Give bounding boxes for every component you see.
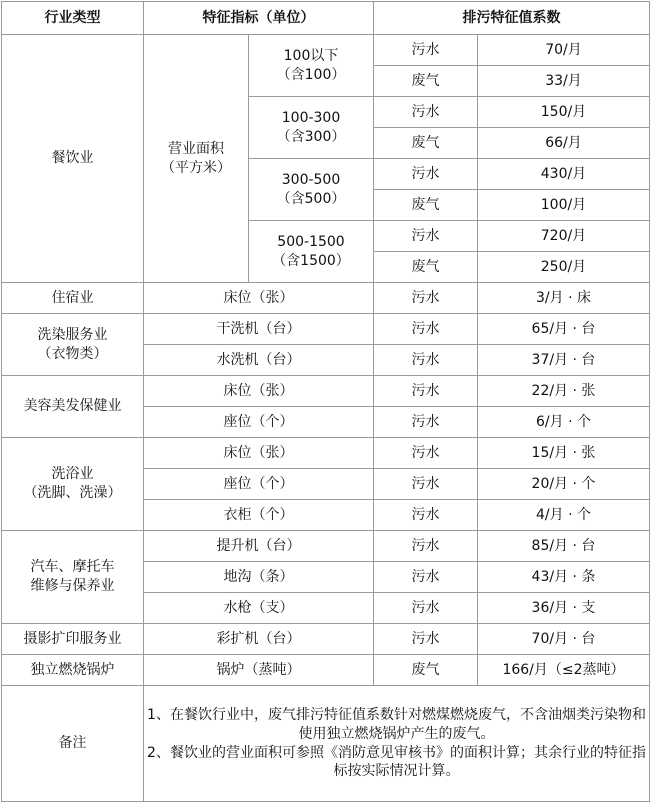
header-industry: 行业类型 <box>2 2 144 35</box>
table-row <box>2 35 650 66</box>
pollutant-type: 污水 <box>374 531 478 562</box>
coefficient-value: 43/月 · 条 <box>478 562 650 593</box>
coefficient-value: 720/月 <box>478 221 650 252</box>
area-range-line1: 100-300 <box>281 109 341 126</box>
table-row <box>2 283 650 314</box>
indicator-cell: 水枪（支） <box>144 593 374 624</box>
coefficient-value: 37/月 · 台 <box>478 345 650 376</box>
table-row <box>2 531 650 562</box>
coefficient-value: 20/月 · 个 <box>478 469 650 500</box>
area-range-line2: （含300） <box>276 128 346 145</box>
table-row <box>2 624 650 655</box>
remarks-note-2: 2、餐饮业的营业面积可参照《消防意见审核书》的面积计算；其余行业的特征指标按实际情况计算。 <box>147 744 646 780</box>
pollutant-type: 污水 <box>374 314 478 345</box>
area-range-line2: （含100） <box>276 66 346 83</box>
indicator-catering-line1: 营业面积 <box>168 140 224 157</box>
indicator-catering-line2: （平方米） <box>161 159 231 176</box>
pollutant-type: 废气 <box>374 128 478 159</box>
area-range-line1: 500-1500 <box>277 233 345 250</box>
coefficient-value: 85/月 · 台 <box>478 531 650 562</box>
coefficient-value: 70/月 · 台 <box>478 624 650 655</box>
remarks-content <box>144 686 650 802</box>
pollutant-type: 污水 <box>374 593 478 624</box>
table-row <box>2 438 650 469</box>
pollutant-type: 废气 <box>374 655 478 686</box>
pollutant-type: 污水 <box>374 376 478 407</box>
industry-lodging: 住宿业 <box>2 283 144 314</box>
pollutant-type: 废气 <box>374 190 478 221</box>
industry-bath-line2: （洗脚、洗澡） <box>23 485 122 501</box>
indicator-cell: 衣柜（个） <box>144 500 374 531</box>
area-range <box>249 159 374 221</box>
pollutant-type: 污水 <box>374 469 478 500</box>
table-row <box>2 314 650 345</box>
coefficient-value: 6/月 · 个 <box>478 407 650 438</box>
pollutant-type: 污水 <box>374 345 478 376</box>
table-row <box>2 655 650 686</box>
indicator-cell: 座位（个） <box>144 407 374 438</box>
industry-auto-line1: 汽车、摩托车 <box>30 559 115 576</box>
indicator-catering <box>144 35 249 283</box>
coefficient-value: 70/月 <box>478 35 650 66</box>
coefficient-value: 100/月 <box>478 190 650 221</box>
coefficient-value: 66/月 <box>478 128 650 159</box>
industry-boiler: 独立燃烧锅炉 <box>2 655 144 686</box>
remarks-label: 备注 <box>2 686 144 802</box>
industry-catering: 餐饮业 <box>2 35 144 283</box>
area-range <box>249 221 374 283</box>
indicator-cell: 床位（张） <box>144 283 374 314</box>
industry-laundry-line1: 洗染服务业 <box>37 326 108 343</box>
indicator-cell: 干洗机（台） <box>144 314 374 345</box>
industry-laundry-line2: （衣物类） <box>37 345 108 362</box>
table-row <box>2 376 650 407</box>
pollutant-type: 污水 <box>374 221 478 252</box>
area-range <box>249 97 374 159</box>
indicator-cell: 锅炉（蒸吨） <box>144 655 374 686</box>
indicator-cell: 地沟（条） <box>144 562 374 593</box>
pollution-coefficient-table <box>1 1 650 802</box>
area-range-line2: （含1500） <box>272 252 350 269</box>
indicator-cell: 床位（张） <box>144 438 374 469</box>
industry-auto-line2: 维修与保养业 <box>30 578 115 594</box>
indicator-cell: 提升机（台） <box>144 531 374 562</box>
coefficient-value: 22/月 · 张 <box>478 376 650 407</box>
pollutant-type: 污水 <box>374 500 478 531</box>
pollutant-type: 污水 <box>374 407 478 438</box>
table-header-row <box>2 2 650 35</box>
industry-photo: 摄影扩印服务业 <box>2 624 144 655</box>
remarks-row <box>2 686 650 802</box>
pollutant-type: 污水 <box>374 438 478 469</box>
area-range-line2: （含500） <box>276 190 346 207</box>
pollutant-type: 废气 <box>374 252 478 283</box>
coefficient-value: 166/月（≤2蒸吨） <box>478 655 650 686</box>
indicator-cell: 彩扩机（台） <box>144 624 374 655</box>
pollutant-type: 污水 <box>374 159 478 190</box>
area-range <box>249 35 374 97</box>
coefficient-value: 15/月 · 张 <box>478 438 650 469</box>
remarks-note-1: 1、在餐饮行业中，废气排污特征值系数针对燃煤燃烧废气，不含油烟类污染物和使用独立燃烧锅炉产生的废气。 <box>147 706 646 742</box>
pollutant-type: 废气 <box>374 66 478 97</box>
coefficient-value: 150/月 <box>478 97 650 128</box>
header-coefficient: 排污特征值系数 <box>374 2 650 35</box>
coefficient-value: 33/月 <box>478 66 650 97</box>
indicator-cell: 床位（张） <box>144 376 374 407</box>
area-range-line1: 100以下 <box>283 47 339 64</box>
industry-bath <box>2 438 144 531</box>
industry-laundry <box>2 314 144 376</box>
coefficient-value: 430/月 <box>478 159 650 190</box>
industry-beauty: 美容美发保健业 <box>2 376 144 438</box>
pollutant-type: 污水 <box>374 35 478 66</box>
pollutant-type: 污水 <box>374 97 478 128</box>
header-indicator: 特征指标（单位） <box>144 2 374 35</box>
pollutant-type: 污水 <box>374 624 478 655</box>
indicator-cell: 水洗机（台） <box>144 345 374 376</box>
pollutant-type: 污水 <box>374 283 478 314</box>
coefficient-value: 250/月 <box>478 252 650 283</box>
industry-bath-line1: 洗浴业 <box>51 466 94 483</box>
coefficient-value: 65/月 · 台 <box>478 314 650 345</box>
coefficient-value: 3/月 · 床 <box>478 283 650 314</box>
indicator-cell: 座位（个） <box>144 469 374 500</box>
area-range-line1: 300-500 <box>281 171 341 188</box>
industry-auto <box>2 531 144 624</box>
coefficient-value: 36/月 · 支 <box>478 593 650 624</box>
coefficient-value: 4/月 · 个 <box>478 500 650 531</box>
pollutant-type: 污水 <box>374 562 478 593</box>
